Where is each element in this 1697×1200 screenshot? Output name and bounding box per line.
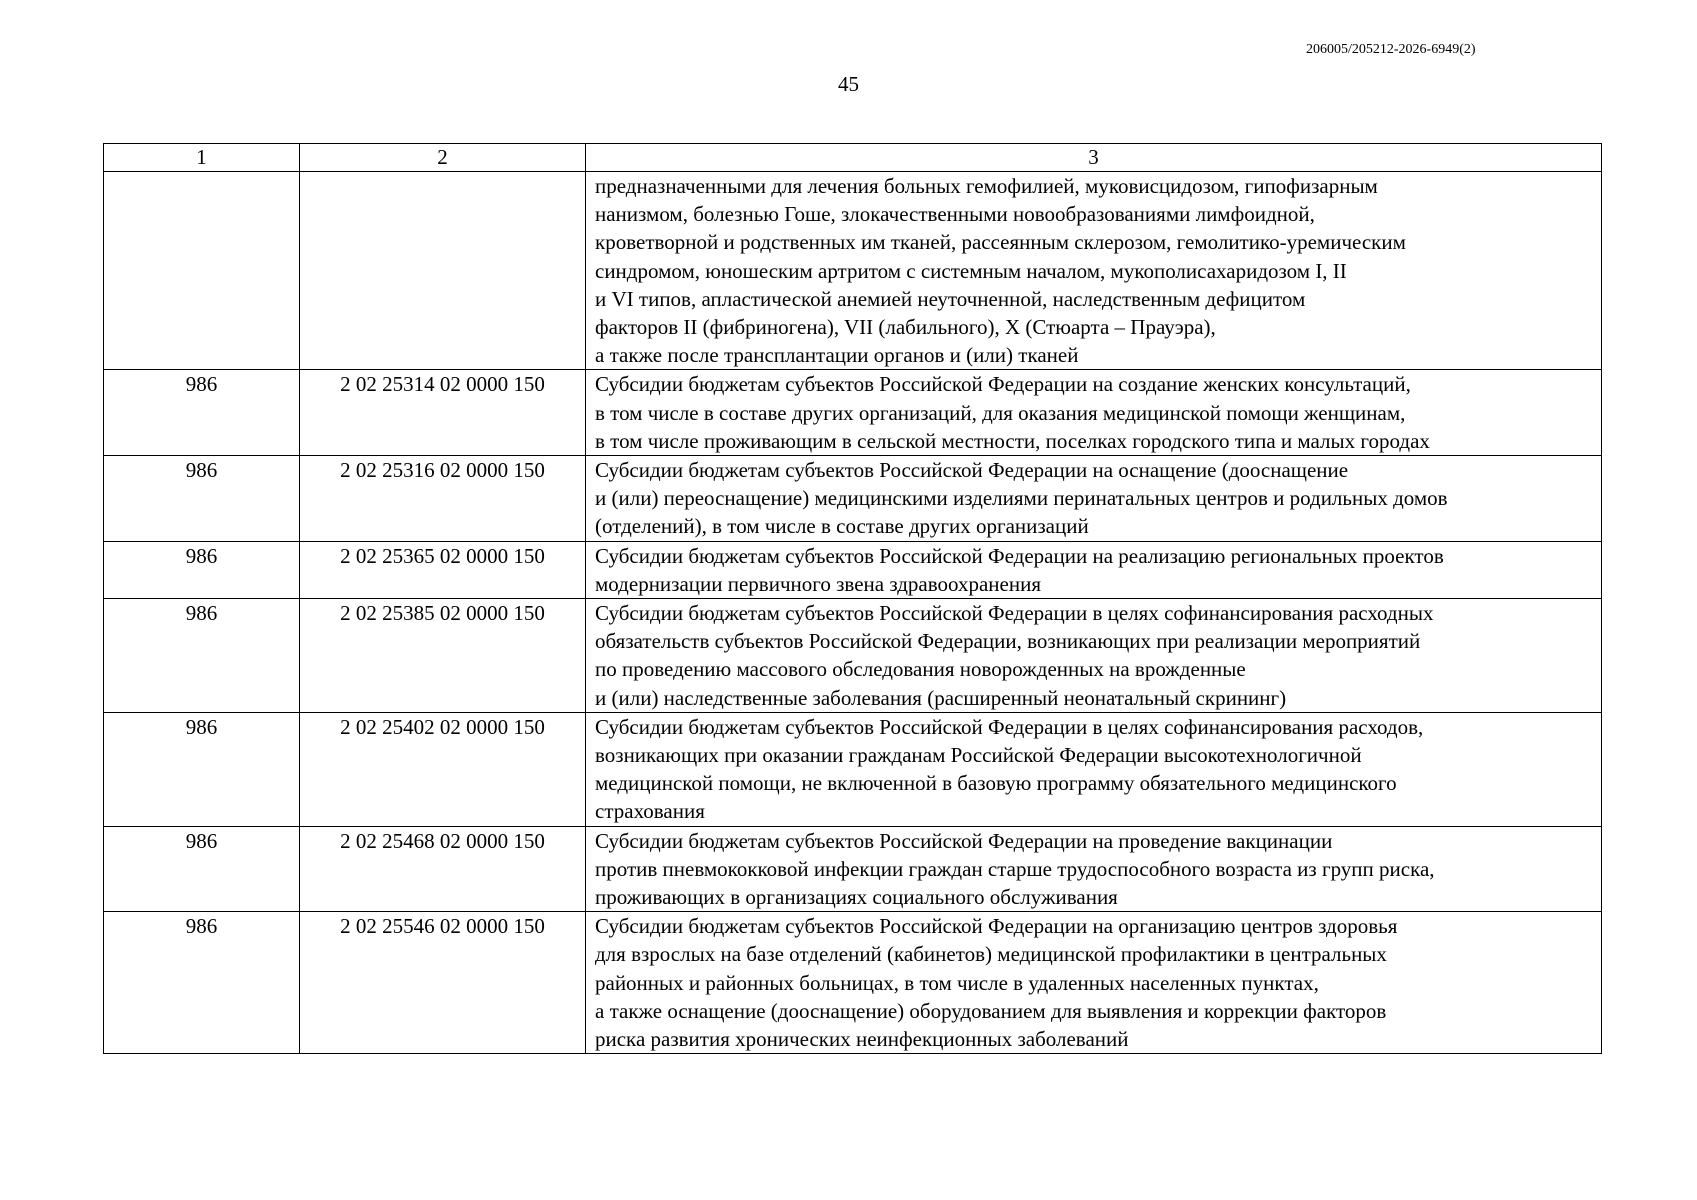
description-line: и (или) наследственные заболевания (расширенный неонатальный скрининг) [595,685,1287,710]
table-row [104,541,1602,598]
budget-code-cell [300,172,586,370]
budget-code-cell: 2 02 25316 02 0000 150 [300,456,586,542]
budget-code-cell: 2 02 25402 02 0000 150 [300,712,586,826]
description-line: медицинской помощи, не включенной в базовую программу обязательного медицинского [595,771,1397,796]
description-line: Субсидии бюджетам субъектов Российской Федерации на создание женских консультаций, [595,372,1411,397]
description-line: Субсидии бюджетам субъектов Российской Федерации на оснащение (дооснащение [595,458,1349,483]
description-line: районных и районных больницах, в том числе в удаленных населенных пунктах, [595,970,1319,995]
description-line: страхования [595,799,705,824]
description-line: а также после трансплантации органов и (или) тканей [595,343,1079,368]
description-cell [586,712,1602,826]
admin-code-cell: 986 [104,456,300,542]
description-line: Субсидии бюджетам субъектов Российской Федерации в целях софинансирования расходов, [595,714,1424,739]
admin-code-cell: 986 [104,541,300,598]
admin-code-cell: 986 [104,712,300,826]
table-row [104,826,1602,912]
description-cell [586,912,1602,1054]
description-line: Субсидии бюджетам субъектов Российской Федерации в целях софинансирования расходных [595,601,1434,626]
description-line: и VI типов, апластической анемией неуточненной, наследственным дефицитом [595,286,1306,311]
admin-code-cell: 986 [104,912,300,1054]
budget-code-cell: 2 02 25546 02 0000 150 [300,912,586,1054]
budget-code-cell: 2 02 25314 02 0000 150 [300,370,586,456]
table-row [104,172,1602,370]
description-line: и (или) переоснащение) медицинскими изделиями перинатальных центров и родильных домов [595,486,1448,511]
description-line: кроветворной и родственных им тканей, рассеянным склерозом, гемолитико-уремическим [595,230,1406,255]
header-cell-2: 2 [300,144,586,172]
description-line: факторов II (фибриногена), VII (лабильного), X (Стюарта – Прауэра), [595,315,1216,340]
description-line: синдромом, юношеским артритом с системным началом, мукополисахаридозом I, II [595,258,1347,283]
budget-code-cell: 2 02 25468 02 0000 150 [300,826,586,912]
admin-code-cell: 986 [104,370,300,456]
description-line: модернизации первичного звена здравоохранения [595,571,1042,596]
description-line: проживающих в организациях социального обслуживания [595,885,1118,910]
description-cell [586,541,1602,598]
admin-code-cell: 986 [104,599,300,713]
admin-code-cell: 986 [104,826,300,912]
table-body [104,144,1602,1054]
description-line: нанизмом, болезнью Гоше, злокачественными новообразованиями лимфоидной, [595,202,1315,227]
description-line: Субсидии бюджетам субъектов Российской Федерации на организацию центров здоровья [595,914,1398,939]
table-header-row [104,144,1602,172]
admin-code-cell [104,172,300,370]
description-cell [586,370,1602,456]
table-row [104,712,1602,826]
description-line: Субсидии бюджетам субъектов Российской Федерации на реализацию региональных проектов [595,543,1444,568]
description-line: (отделений), в том числе в составе других организаций [595,514,1089,539]
description-line: против пневмококковой инфекции граждан старше трудоспособного возраста из групп риска, [595,856,1435,881]
description-line: риска развития хронических неинфекционных заболеваний [595,1027,1129,1052]
description-line: предназначенными для лечения больных гемофилией, муковисцидозом, гипофизарным [595,174,1378,198]
description-line: обязательств субъектов Российской Федерации, возникающих при реализации мероприятий [595,629,1421,654]
table-row [104,599,1602,713]
table-row [104,370,1602,456]
description-line: в том числе проживающим в сельской местности, поселках городского типа и малых городах [595,428,1430,453]
table-row [104,456,1602,542]
table-row [104,912,1602,1054]
document-id: 206005/205212-2026-6949(2) [1306,42,1476,57]
description-cell [586,599,1602,713]
description-line: для взрослых на базе отделений (кабинетов) медицинской профилактики в центральных [595,942,1387,967]
description-cell [586,456,1602,542]
budget-code-cell: 2 02 25365 02 0000 150 [300,541,586,598]
description-line: Субсидии бюджетам субъектов Российской Федерации на проведение вакцинации [595,828,1333,853]
description-cell [586,826,1602,912]
description-line: возникающих при оказании гражданам Российской Федерации высокотехнологичной [595,743,1362,768]
budget-code-cell: 2 02 25385 02 0000 150 [300,599,586,713]
description-cell [586,172,1602,370]
description-line: в том числе в составе других организаций, для оказания медицинской помощи женщинам, [595,400,1406,425]
description-line: а также оснащение (дооснащение) оборудованием для выявления и коррекции факторов [595,998,1387,1023]
page-number: 45 [838,72,859,96]
description-line: по проведению массового обследования новорожденных на врожденные [595,657,1246,682]
header-cell-3: 3 [586,144,1602,172]
budget-codes-table [103,143,1602,1054]
header-cell-1: 1 [104,144,300,172]
